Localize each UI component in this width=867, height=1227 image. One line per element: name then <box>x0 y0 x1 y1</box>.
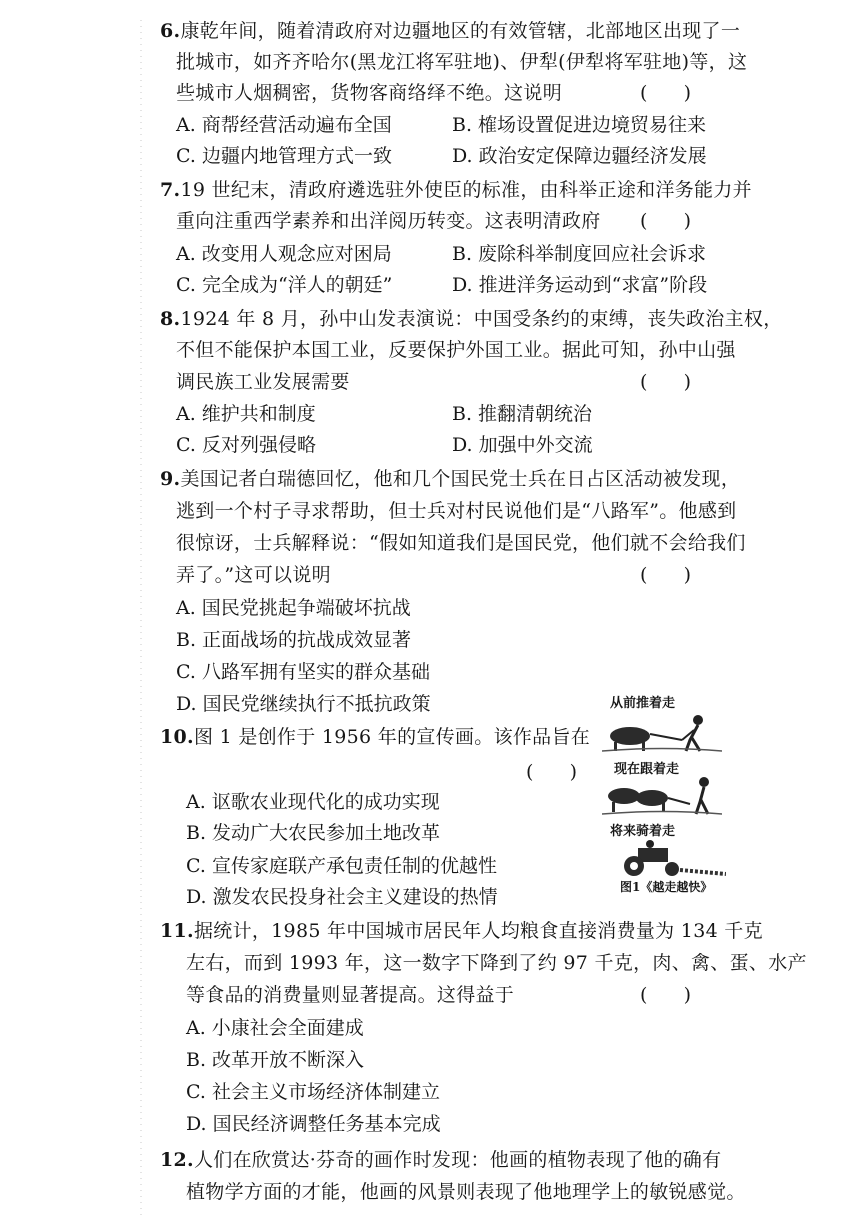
option-c: C. 八路军拥有坚实的群众基础 <box>176 661 430 683</box>
question-11-line-1: 11.据统计，1985 年中国城市居民年人均粮食直接消费量为 134 千克 <box>160 920 763 942</box>
option-a: A. 维护共和制度 <box>176 403 316 425</box>
option-a: A. 讴歌农业现代化的成功实现 <box>186 791 440 813</box>
option-b: B. 改革开放不断深入 <box>186 1049 365 1071</box>
option-c: C. 边疆内地管理方式一致 <box>176 145 392 167</box>
answer-parentheses: ( ) <box>526 761 578 783</box>
question-7-line-1: 7.19 世纪末，清政府遴选驻外使臣的标准，由科举正途和洋务能力并 <box>160 179 752 201</box>
answer-parentheses: ( ) <box>640 564 692 586</box>
question-8-line-3: 调民族工业发展需要 <box>176 371 350 393</box>
option-d: D. 国民经济调整任务基本完成 <box>186 1113 441 1135</box>
answer-parentheses: ( ) <box>640 82 692 104</box>
question-6-line-1: 6.康乾年间，随着清政府对边疆地区的有效管辖，北部地区出现了一 <box>160 20 741 42</box>
option-c: C. 宣传家庭联产承包责任制的优越性 <box>186 855 497 877</box>
option-b: B. 正面战场的抗战成效显著 <box>176 629 412 651</box>
question-number: 11. <box>160 920 194 942</box>
plow-pushing-illustration <box>602 712 722 752</box>
answer-parentheses: ( ) <box>640 984 692 1006</box>
question-6-line-2: 批城市，如齐齐哈尔(黑龙江将军驻地)、伊犁(伊犁将军驻地)等，这 <box>176 51 748 73</box>
question-number: 7. <box>160 179 181 201</box>
plow-following-illustration <box>602 776 722 816</box>
option-a: A. 国民党挑起争端破坏抗战 <box>176 597 411 619</box>
question-number: 10. <box>160 726 194 748</box>
option-c: C. 完全成为“洋人的朝廷” <box>176 274 393 296</box>
question-number: 12. <box>160 1149 194 1171</box>
answer-parentheses: ( ) <box>640 371 692 393</box>
option-d: D. 加强中外交流 <box>452 434 593 456</box>
figure-caption: 图1《越走越快》 <box>620 880 713 894</box>
question-9-line-1: 9.美国记者白瑞德回忆，他和几个国民党士兵在日占区活动被发现， <box>160 468 741 490</box>
option-a: A. 改变用人观念应对困局 <box>176 243 392 265</box>
option-c: C. 反对列强侵略 <box>176 434 316 456</box>
question-9-line-4: 弄了。”这可以说明 <box>176 564 331 586</box>
option-d: D. 激发农民投身社会主义建设的热情 <box>186 886 498 908</box>
question-11-line-3: 等食品的消费量则显著提高。这得益于 <box>186 984 515 1006</box>
question-number: 6. <box>160 20 181 42</box>
question-10-line-1: 10.图 1 是创作于 1956 年的宣传画。该作品旨在 <box>160 726 591 748</box>
question-11-line-2: 左右，而到 1993 年，这一数字下降到了约 97 千克，肉、禽、蛋、水产 <box>186 952 807 974</box>
question-8-line-1: 8.1924 年 8 月，孙中山发表演说：中国受条约的束缚，丧失政治主权， <box>160 308 783 330</box>
figure-label-now: 现在跟着走 <box>614 762 680 777</box>
tractor-illustration <box>616 840 726 878</box>
option-b: B. 榷场设置促进边境贸易往来 <box>452 114 707 136</box>
question-8-line-2: 不但不能保护本国工业，反要保护外国工业。据此可知，孙中山强 <box>176 339 736 361</box>
question-9-line-3: 很惊讶，士兵解释说：“假如知道我们是国民党，他们就不会给我们 <box>176 532 746 554</box>
question-12-line-1: 12.人们在欣赏达·芬奇的画作时发现：他画的植物表现了他的确有 <box>160 1149 722 1171</box>
option-a: A. 小康社会全面建成 <box>186 1017 364 1039</box>
question-7-line-2: 重向注重西学素养和出洋阅历转变。这表明清政府 <box>176 210 601 232</box>
figure-label-future: 将来骑着走 <box>610 824 676 839</box>
option-a: A. 商帮经营活动遍布全国 <box>176 114 392 136</box>
answer-parentheses: ( ) <box>640 210 692 232</box>
question-12-line-2: 植物学方面的才能，他画的风景则表现了他地理学上的敏锐感觉。 <box>186 1181 746 1203</box>
option-b: B. 推翻清朝统治 <box>452 403 593 425</box>
option-d: D. 推进洋务运动到“求富”阶段 <box>452 274 708 296</box>
question-9-line-2: 逃到一个村子寻求帮助，但士兵对村民说他们是“八路军”。他感到 <box>176 500 737 522</box>
option-d: D. 政治安定保障边疆经济发展 <box>452 145 707 167</box>
question-6-line-3: 些城市人烟稠密，货物客商络绎不绝。这说明 <box>176 82 563 104</box>
option-b: B. 废除科举制度回应社会诉求 <box>452 243 707 265</box>
option-c: C. 社会主义市场经济体制建立 <box>186 1081 440 1103</box>
question-number: 9. <box>160 468 181 490</box>
option-b: B. 发动广大农民参加土地改革 <box>186 822 441 844</box>
propaganda-figure <box>598 690 728 895</box>
figure-label-past: 从前推着走 <box>610 696 676 711</box>
margin-dotted-line <box>140 0 142 1227</box>
option-d: D. 国民党继续执行不抵抗政策 <box>176 693 431 715</box>
question-number: 8. <box>160 308 181 330</box>
